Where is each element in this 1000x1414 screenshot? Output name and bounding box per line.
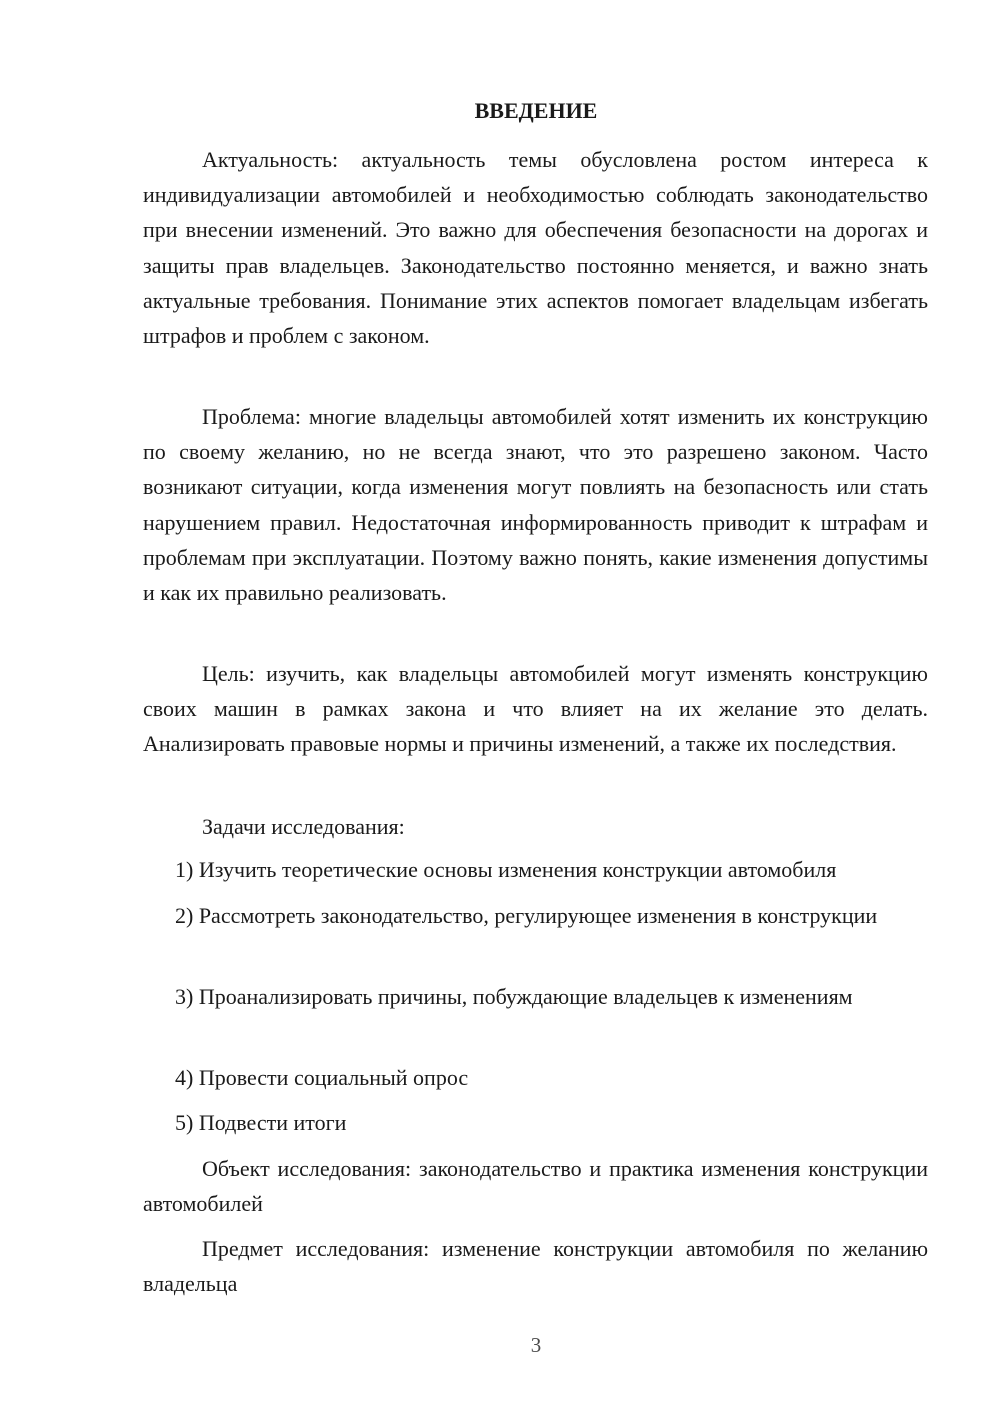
relevance-paragraph: Актуальность: актуальность темы обусловлена ростом интереса к индивидуализации автомобилей и необходимостью соблюдать законодательство при внесении изменений. Это важно для обеспечения безопасности на дорогах и защиты прав владельцев. Законодательство постоянно меняется, и важно знать актуальные требования. Понимание этих аспектов помогает владельцам избегать штрафов и проблем с законом. xyxy=(143,147,928,349)
problem-paragraph: Проблема: многие владельцы автомобилей хотят изменить их конструкцию по своему желанию, но не всегда знают, что это разрешено законом. Часто возникают ситуации, когда изменения могут повлиять на безопасность или стать нарушением правил. Недостаточная информированность приводит к штрафам и проблемам при эксплуатации. Поэтому важно понять, какие изменения допустимы и как их правильно реализовать. xyxy=(143,404,928,606)
task-item: 4) Провести социальный опрос xyxy=(175,1065,469,1090)
page-number: 3 xyxy=(530,1333,542,1357)
task-item: 3) Проанализировать причины, побуждающие владельцев к изменениям xyxy=(175,984,853,1009)
task-item: 5) Подвести итоги xyxy=(175,1110,347,1135)
object-paragraph: Объект исследования: законодательство и практика изменения конструкции автомобилей xyxy=(143,1156,928,1217)
subject-paragraph: Предмет исследования: изменение конструкции автомобиля по желанию владельца xyxy=(143,1236,928,1297)
goal-paragraph: Цель: изучить, как владельцы автомобилей могут изменять конструкцию своих машин в рамках закона и что влияет на их желание это делать. Анализировать правовые нормы и причины изменений, а также их последствия. xyxy=(143,661,928,757)
tasks-heading: Задачи исследования: xyxy=(202,814,405,839)
task-item: 2) Рассмотреть законодательство, регулирующее изменения в конструкции xyxy=(175,903,878,928)
page-title: ВВЕДЕНИЕ xyxy=(474,98,598,123)
task-item: 1) Изучить теоретические основы изменения конструкции автомобиля xyxy=(175,857,837,882)
